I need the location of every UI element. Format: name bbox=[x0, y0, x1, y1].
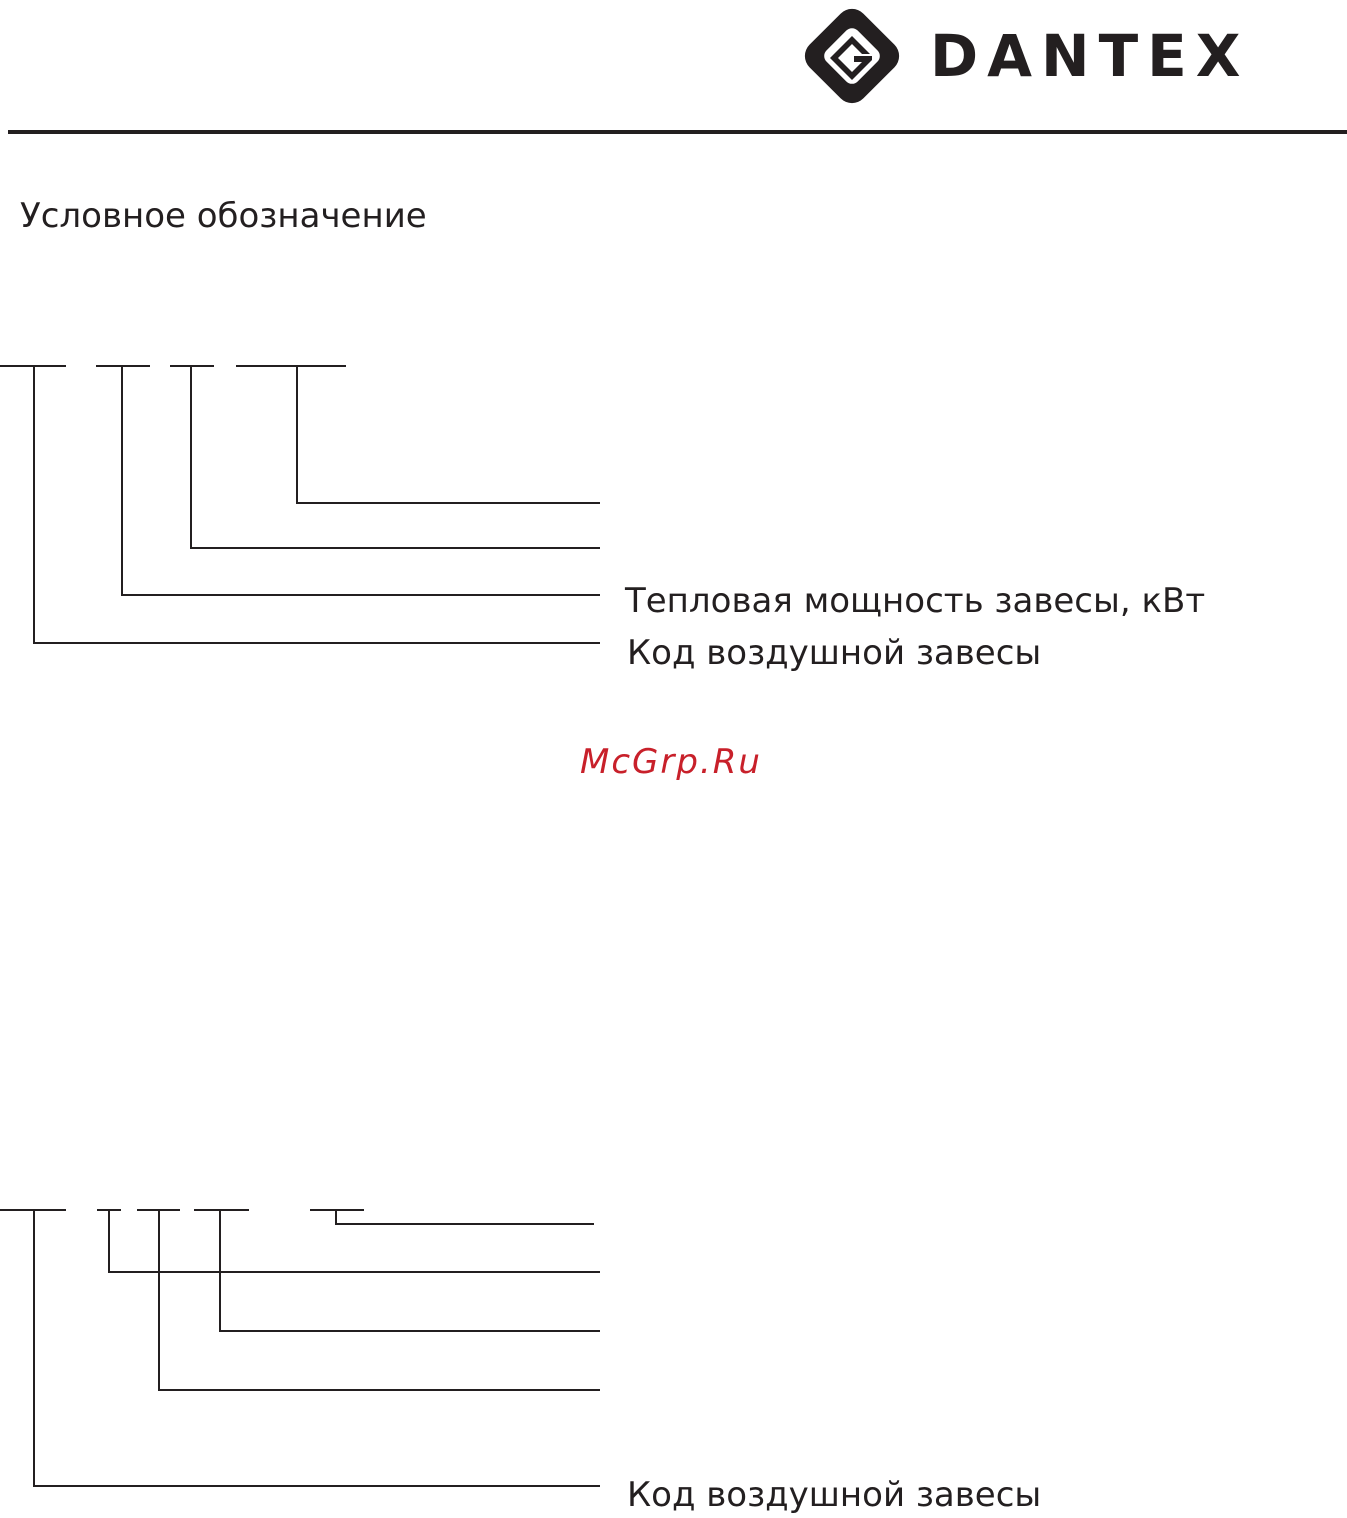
diagram-1-lines bbox=[0, 366, 600, 643]
d2-leader-2 bbox=[109, 1210, 600, 1272]
watermark: McGrp.Ru bbox=[580, 742, 762, 782]
d1-leader-3 bbox=[122, 366, 600, 595]
d2-leader-4 bbox=[159, 1210, 600, 1390]
d2-leader-3 bbox=[220, 1210, 600, 1331]
d2-leader-1 bbox=[336, 1210, 594, 1224]
section-title: Условное обозначение bbox=[20, 196, 427, 236]
brand-wordmark: DANTEX bbox=[930, 22, 1250, 90]
d2-leader-5 bbox=[34, 1210, 600, 1486]
diagram-2-lines bbox=[0, 1210, 600, 1486]
d2-label-curtain-code: Код воздушной завесы bbox=[627, 1475, 1042, 1515]
d1-leader-4 bbox=[34, 366, 600, 643]
d1-label-curtain-code: Код воздушной завесы bbox=[627, 633, 1042, 673]
d1-label-heat-output: Тепловая мощность завесы, кВт bbox=[625, 581, 1206, 621]
d1-leader-2 bbox=[191, 366, 600, 548]
d1-leader-1 bbox=[297, 366, 600, 503]
